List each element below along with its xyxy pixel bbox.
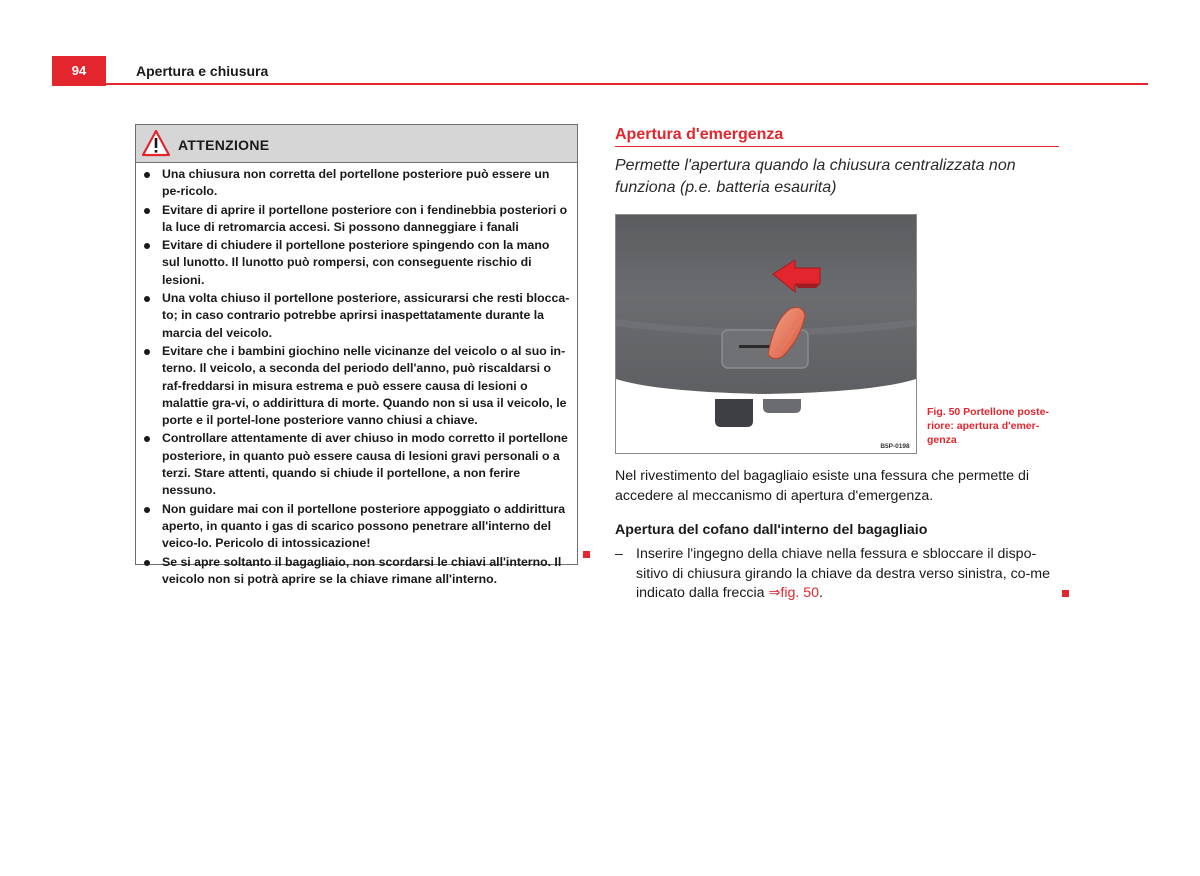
body-paragraph: Nel rivestimento del bagagliaio esiste una fessura che permette di accedere al meccanismo di apertura d'emergenza.: [615, 468, 1030, 504]
end-of-section-marker: [583, 551, 590, 558]
section-intro: Permette l'apertura quando la chiusura centralizzata non funziona (p.e. batteria esaurita): [615, 157, 1016, 196]
step-bullet: –: [615, 546, 623, 562]
warning-list: [142, 166, 570, 589]
warning-title: ATTENZIONE: [178, 137, 270, 153]
warning-item: Evitare di chiudere il portellone posteriore spingendo con la mano sul lunotto. Il lunotto può rompersi, con conseguente rischio di lesioni.: [142, 237, 570, 289]
section-rule: [615, 146, 1059, 147]
warning-item: Evitare di aprire il portellone posteriore con i fendinebbia posteriori o la luce di retromarcia accesi. Si possono danneggiare i fanali: [142, 202, 570, 237]
chapter-title: Apertura e chiusura: [136, 63, 269, 79]
warning-triangle-icon: [141, 129, 171, 157]
arrow-right-icon: ⇒: [768, 585, 781, 601]
section-title: Apertura d'emergenza: [615, 126, 784, 143]
figure-reference-label: fig. 50: [780, 585, 820, 601]
figure-caption: Fig. 50 Portellone poste-riore: apertura d'emer-genza: [927, 406, 1049, 446]
figure-code: B5P-0198: [880, 443, 910, 450]
figure-emergency-release: [615, 214, 917, 454]
warning-item: Una chiusura non corretta del portellone posteriore può essere un pe-ricolo.: [142, 166, 570, 201]
procedure-step: [636, 545, 1060, 604]
warning-item: Evitare che i bambini giochino nelle vicinanze del veicolo o al suo in-terno. Il veicolo, a seconda del periodo dell'anno, può riscaldarsi o raf-freddarsi in misura estrema e può essere causa di lesioni o malattie gra-vi, o addirittura di morte. Quando non si usa il veicolo, le porte e il portel-lone posteriore vanno chiusi a chiave.: [142, 343, 570, 429]
step-end-punct: .: [819, 585, 823, 601]
figure-reference-link[interactable]: [769, 585, 820, 601]
header-rule: [52, 83, 1148, 85]
warning-item: Controllare attentamente di aver chiuso in modo corretto il portellone posteriore, in quanto può essere causa di lesioni gravi personali o a terzi. Stare attenti, quando si chiude il portellone, a non ferire nessuno.: [142, 430, 570, 499]
end-of-section-marker: [1062, 590, 1069, 597]
procedure-heading: Apertura del cofano dall'interno del bagagliaio: [615, 522, 928, 538]
warning-item: Se si apre soltanto il bagagliaio, non scordarsi le chiavi all'interno. Il veicolo non si potrà aprire se la chiave rimane all'interno.: [142, 554, 570, 589]
step-text: Inserire l'ingegno della chiave nella fessura e sbloccare il dispo-sitivo di chiusura girando la chiave da destra verso sinistra, co-me indicato dalla freccia: [636, 546, 1050, 601]
warning-item: Non guidare mai con il portellone posteriore appoggiato o addirittura aperto, in quanto i gas di scarico possono penetrare all'interno del veico-lo. Pericolo di intossicazione!: [142, 501, 570, 553]
warning-item: Una volta chiuso il portellone posteriore, assicurarsi che resti blocca-to; in caso contrario potrebbe aprirsi inaspettatamente durante la marcia del veicolo.: [142, 290, 570, 342]
page-number: 94: [71, 63, 87, 78]
